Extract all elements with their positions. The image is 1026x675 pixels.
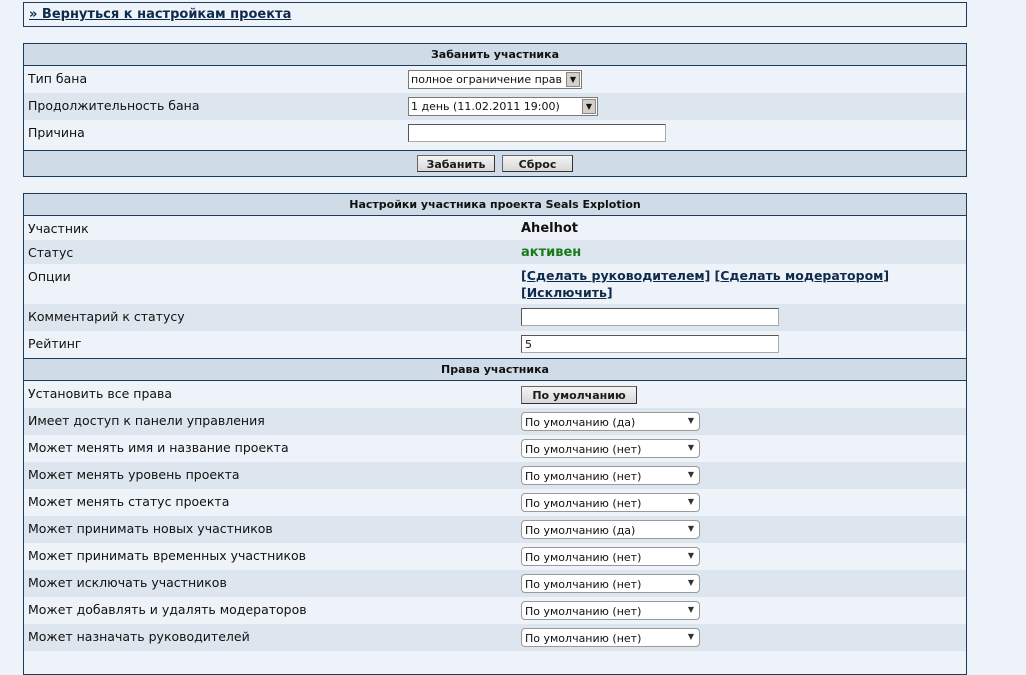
right-select[interactable] [521, 520, 700, 539]
chevron-down-icon: ▼ [582, 99, 596, 114]
status-label: Статус [28, 245, 74, 260]
ban-reason-input[interactable] [408, 124, 666, 142]
status-comment-input[interactable] [521, 308, 779, 326]
right-select[interactable] [521, 628, 700, 647]
right-row [24, 597, 966, 624]
right-row [24, 435, 966, 462]
member-name: Ahelhot [521, 221, 578, 236]
ban-type-select[interactable] [408, 70, 582, 89]
rating-input[interactable] [521, 335, 779, 353]
rating-label: Рейтинг [28, 336, 82, 351]
chevron-down-icon: ▼ [687, 497, 694, 506]
ban-duration-label: Продолжительность бана [28, 98, 200, 113]
right-select-value: По умолчанию (нет) [525, 632, 642, 645]
right-label: Имеет доступ к панели управления [28, 413, 265, 428]
options-links [521, 268, 921, 302]
set-all-rights-row [24, 381, 966, 408]
make-moderator-link[interactable]: [Сделать модератором] [714, 268, 890, 283]
rights-section-title: Права участника [24, 358, 966, 381]
right-row [24, 408, 966, 435]
right-select-value: По умолчанию (нет) [525, 497, 642, 510]
right-row [24, 516, 966, 543]
ban-type-value: полное ограничение прав [411, 73, 562, 86]
right-select-value: По умолчанию (нет) [525, 443, 642, 456]
back-to-settings-link[interactable]: » Вернуться к настройкам проекта [29, 7, 292, 22]
make-leader-link[interactable]: [Сделать руководителем] [521, 268, 711, 283]
chevron-down-icon: ▼ [687, 416, 694, 425]
rating-row [24, 331, 966, 358]
status-row [24, 240, 966, 264]
right-select-value: По умолчанию (нет) [525, 551, 642, 564]
right-row [24, 624, 966, 651]
right-row [24, 543, 966, 570]
ban-form-footer [24, 150, 966, 176]
status-comment-label: Комментарий к статусу [28, 309, 185, 324]
right-label: Может принимать временных участников [28, 548, 307, 563]
chevron-down-icon: ▼ [566, 72, 580, 87]
right-select[interactable] [521, 466, 700, 485]
chevron-down-icon: ▼ [687, 524, 694, 533]
chevron-down-icon: ▼ [687, 605, 694, 614]
set-default-rights-button[interactable]: По умолчанию [521, 386, 637, 404]
right-select[interactable] [521, 574, 700, 593]
rights-list [24, 408, 966, 651]
exclude-member-link[interactable]: [Исключить] [521, 285, 613, 300]
right-label: Может менять уровень проекта [28, 467, 240, 482]
right-label: Может исключать участников [28, 575, 227, 590]
ban-duration-select[interactable] [408, 97, 598, 116]
right-row [24, 489, 966, 516]
ban-type-row [24, 66, 966, 93]
ban-reason-row [24, 120, 966, 147]
ban-reason-label: Причина [28, 125, 85, 140]
right-select[interactable] [521, 439, 700, 458]
set-all-rights-label: Установить все права [28, 386, 173, 401]
right-label: Может менять статус проекта [28, 494, 230, 509]
ban-duration-value: 1 день (11.02.2011 19:00) [411, 100, 560, 113]
right-select[interactable] [521, 601, 700, 620]
ban-duration-row [24, 93, 966, 120]
rating-value: 5 [525, 338, 532, 351]
right-select-value: По умолчанию (нет) [525, 470, 642, 483]
member-settings [23, 193, 967, 675]
chevron-down-icon: ▼ [687, 470, 694, 479]
right-select-value: По умолчанию (да) [525, 524, 636, 537]
right-row [24, 570, 966, 597]
options-row [24, 264, 966, 304]
member-section-title: Настройки участника проекта Seals Explotion [24, 194, 966, 216]
right-select[interactable] [521, 412, 700, 431]
right-select[interactable] [521, 493, 700, 512]
right-label: Может добавлять и удалять модераторов [28, 602, 307, 617]
ban-submit-button[interactable]: Забанить [417, 155, 495, 172]
status-comment-row [24, 304, 966, 331]
right-select-value: По умолчанию (да) [525, 416, 636, 429]
chevron-down-icon: ▼ [687, 551, 694, 560]
member-label: Участник [28, 221, 89, 236]
right-select-value: По умолчанию (нет) [525, 605, 642, 618]
back-link-box [23, 2, 967, 27]
right-select-value: По умолчанию (нет) [525, 578, 642, 591]
ban-section-title: Забанить участника [24, 44, 966, 66]
options-label: Опции [28, 269, 71, 284]
member-row [24, 216, 966, 240]
chevron-down-icon: ▼ [687, 443, 694, 452]
ban-type-label: Тип бана [28, 71, 88, 86]
right-label: Может принимать новых участников [28, 521, 273, 536]
right-label: Может назначать руководителей [28, 629, 250, 644]
right-label: Может менять имя и название проекта [28, 440, 289, 455]
chevron-down-icon: ▼ [687, 578, 694, 587]
right-select[interactable] [521, 547, 700, 566]
status-value: активен [521, 245, 582, 260]
right-row [24, 462, 966, 489]
ban-form [23, 43, 967, 177]
ban-reset-button[interactable]: Сброс [502, 155, 573, 172]
chevron-down-icon: ▼ [687, 632, 694, 641]
